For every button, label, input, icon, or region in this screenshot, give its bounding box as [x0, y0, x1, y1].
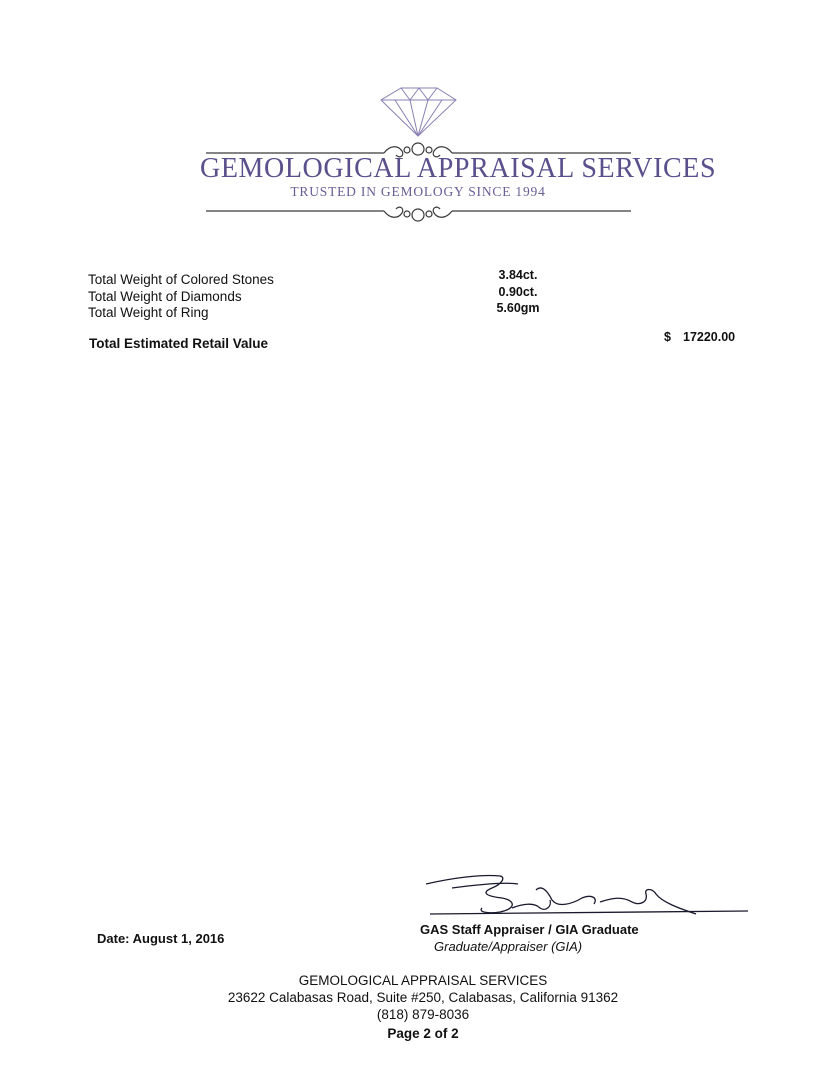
appraiser-title: GAS Staff Appraiser / GIA Graduate: [420, 922, 639, 937]
currency-symbol: $: [664, 330, 671, 344]
weight-summary: [88, 268, 748, 322]
summary-label: Total Weight of Ring: [88, 305, 209, 320]
appraiser-signature: [422, 868, 752, 920]
summary-row: [88, 284, 748, 306]
footer-company: GEMOLOGICAL APPRAISAL SERVICES: [298, 973, 548, 988]
footer-address: 23622 Calabasas Road, Suite #250, Calabasas, California 91362: [227, 990, 619, 1005]
total-retail-value: [89, 330, 749, 356]
diamond-icon: [381, 88, 456, 136]
company-logo: [200, 84, 717, 229]
company-name: GEMOLOGICAL APPRAISAL SERVICES: [200, 153, 717, 184]
summary-row: [88, 301, 748, 322]
company-tagline: TRUSTED IN GEMOLOGY SINCE 1994: [290, 184, 546, 199]
footer: [0, 972, 829, 1042]
summary-label: Total Weight of Diamonds: [88, 288, 242, 304]
summary-label: Total Weight of Colored Stones: [88, 272, 274, 287]
appraisal-date: Date: August 1, 2016: [97, 931, 225, 946]
total-amount: 17220.00: [683, 330, 736, 344]
footer-phone: (818) 879-8036: [376, 1007, 470, 1022]
total-label: Total Estimated Retail Value: [89, 336, 269, 351]
bottom-ornament-rule: [206, 207, 631, 221]
summary-value: 5.60gm: [496, 301, 540, 315]
summary-row: [88, 268, 748, 289]
summary-value: 3.84ct.: [498, 268, 538, 282]
summary-value: 0.90ct.: [498, 284, 538, 299]
appraiser-subtitle: Graduate/Appraiser (GIA): [434, 939, 583, 954]
page-number: Page 2 of 2: [387, 1026, 459, 1041]
